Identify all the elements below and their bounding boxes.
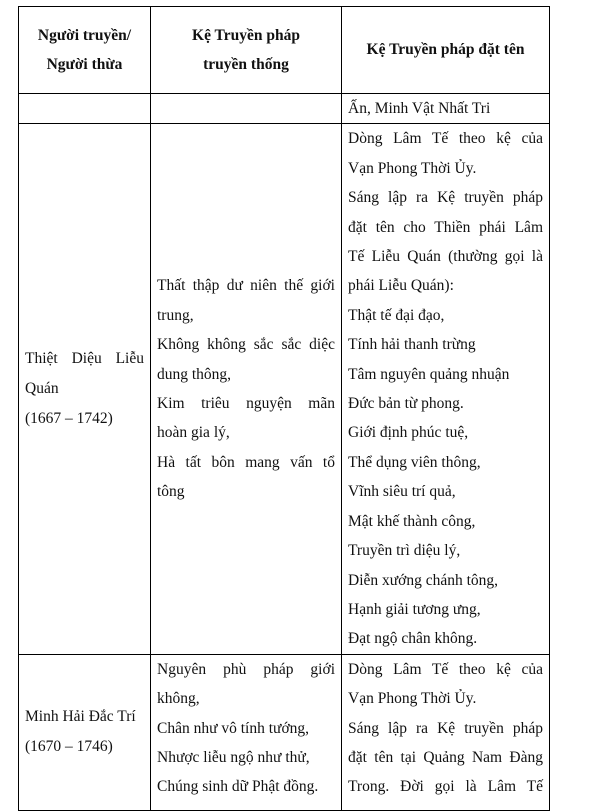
verse-line: Trong. Đời gọi là Lâm Tế xyxy=(348,778,543,796)
cell-naming-verse xyxy=(342,94,550,124)
verse-line: Thể dụng viên thông, xyxy=(348,453,481,471)
verse-line: Giới định phúc tuệ, xyxy=(348,424,469,442)
verse-line: tông xyxy=(157,483,185,501)
person-line: Thiệt Diệu Liễu xyxy=(25,350,144,368)
header-text: Kệ Truyền pháp đặt tên xyxy=(366,41,525,59)
verse-line: Hạnh giải tương ưng, xyxy=(348,600,481,618)
verse-line: Ấn, Minh Vật Nhất Tri xyxy=(348,100,491,117)
verse-line: Vĩnh siêu trí quả, xyxy=(348,483,456,501)
table-row xyxy=(19,654,550,810)
header-text: Kệ Truyền pháp xyxy=(192,26,300,44)
verse-line: Tâm nguyên quảng nhuận xyxy=(348,365,510,383)
person-line: (1670 – 1746) xyxy=(25,738,113,756)
verse-line: đặt tên tại Quảng Nam Đàng xyxy=(348,748,543,766)
cell-person xyxy=(19,124,151,654)
verse-line: Nguyên phù pháp giới xyxy=(157,660,335,678)
header-naming-verse xyxy=(342,7,550,94)
dharma-lineage-table xyxy=(18,6,550,811)
verse-line: dung thông, xyxy=(157,365,232,383)
verse-line: Chúng sinh dữ Phật đồng. xyxy=(157,778,319,796)
verse-line: Kim triêu nguyện mãn xyxy=(157,395,335,413)
cell-traditional-verse xyxy=(151,94,342,124)
verse-line: Thật tế đại đạo, xyxy=(348,306,445,324)
cell-traditional-verse xyxy=(151,654,342,810)
table-row xyxy=(19,94,550,124)
verse-line: Dòng Lâm Tế theo kệ của xyxy=(348,130,543,148)
person-line: (1667 – 1742) xyxy=(25,410,113,428)
verse-line: Truyền trì diệu lý, xyxy=(348,542,461,560)
table-header-row xyxy=(19,7,550,94)
header-text: Người thừa xyxy=(46,56,123,73)
verse-line: Hà tất bôn mang vấn tổ xyxy=(157,453,335,471)
verse-line: Tế Liễu Quán (thường gọi là xyxy=(348,248,543,266)
table-row xyxy=(19,124,550,654)
cell-person xyxy=(19,654,151,810)
verse-line: Vạn Phong Thời Ủy. xyxy=(348,159,477,177)
header-transmitter xyxy=(19,7,151,94)
verse-line: trung, xyxy=(157,306,194,324)
verse-line: Tính hải thanh trừng xyxy=(348,336,476,354)
verse-line: Sáng lập ra Kệ truyền pháp xyxy=(348,719,543,737)
person-line: Quán xyxy=(25,380,59,398)
verse-line: Dòng Lâm Tế theo kệ của xyxy=(348,660,543,678)
cell-naming-verse xyxy=(342,654,550,810)
verse-line: Vạn Phong Thời Ủy. xyxy=(348,690,477,708)
verse-line: không, xyxy=(157,690,200,708)
person-line: Minh Hải Đắc Trí xyxy=(25,708,136,726)
cell-naming-verse xyxy=(342,124,550,654)
verse-line: Thất thập dư niên thế giới xyxy=(157,277,335,295)
verse-line: đặt tên cho Thiền phái Lâm xyxy=(348,218,543,236)
cell-person xyxy=(19,94,151,124)
verse-line: Không không sắc sắc diệc xyxy=(157,336,335,354)
verse-line: Đạt ngộ chân không. xyxy=(348,630,478,648)
verse-line: Đức bản từ phong. xyxy=(348,395,464,413)
verse-line: Chân như vô tính tướng, xyxy=(157,719,310,737)
cell-traditional-verse xyxy=(151,124,342,654)
header-text: Người truyền/ xyxy=(37,26,132,44)
header-traditional-verse xyxy=(151,7,342,94)
verse-line: Sáng lập ra Kệ truyền pháp xyxy=(348,189,543,207)
verse-line: Nhược liễu ngộ như thử, xyxy=(157,748,310,766)
verse-line: Mật khế thành công, xyxy=(348,512,476,530)
verse-line: Diễn xướng chánh tông, xyxy=(348,571,499,589)
verse-line: hoàn gia lý, xyxy=(157,424,230,442)
verse-line: phái Liễu Quán): xyxy=(348,277,454,295)
header-text: truyền thống xyxy=(203,56,289,73)
